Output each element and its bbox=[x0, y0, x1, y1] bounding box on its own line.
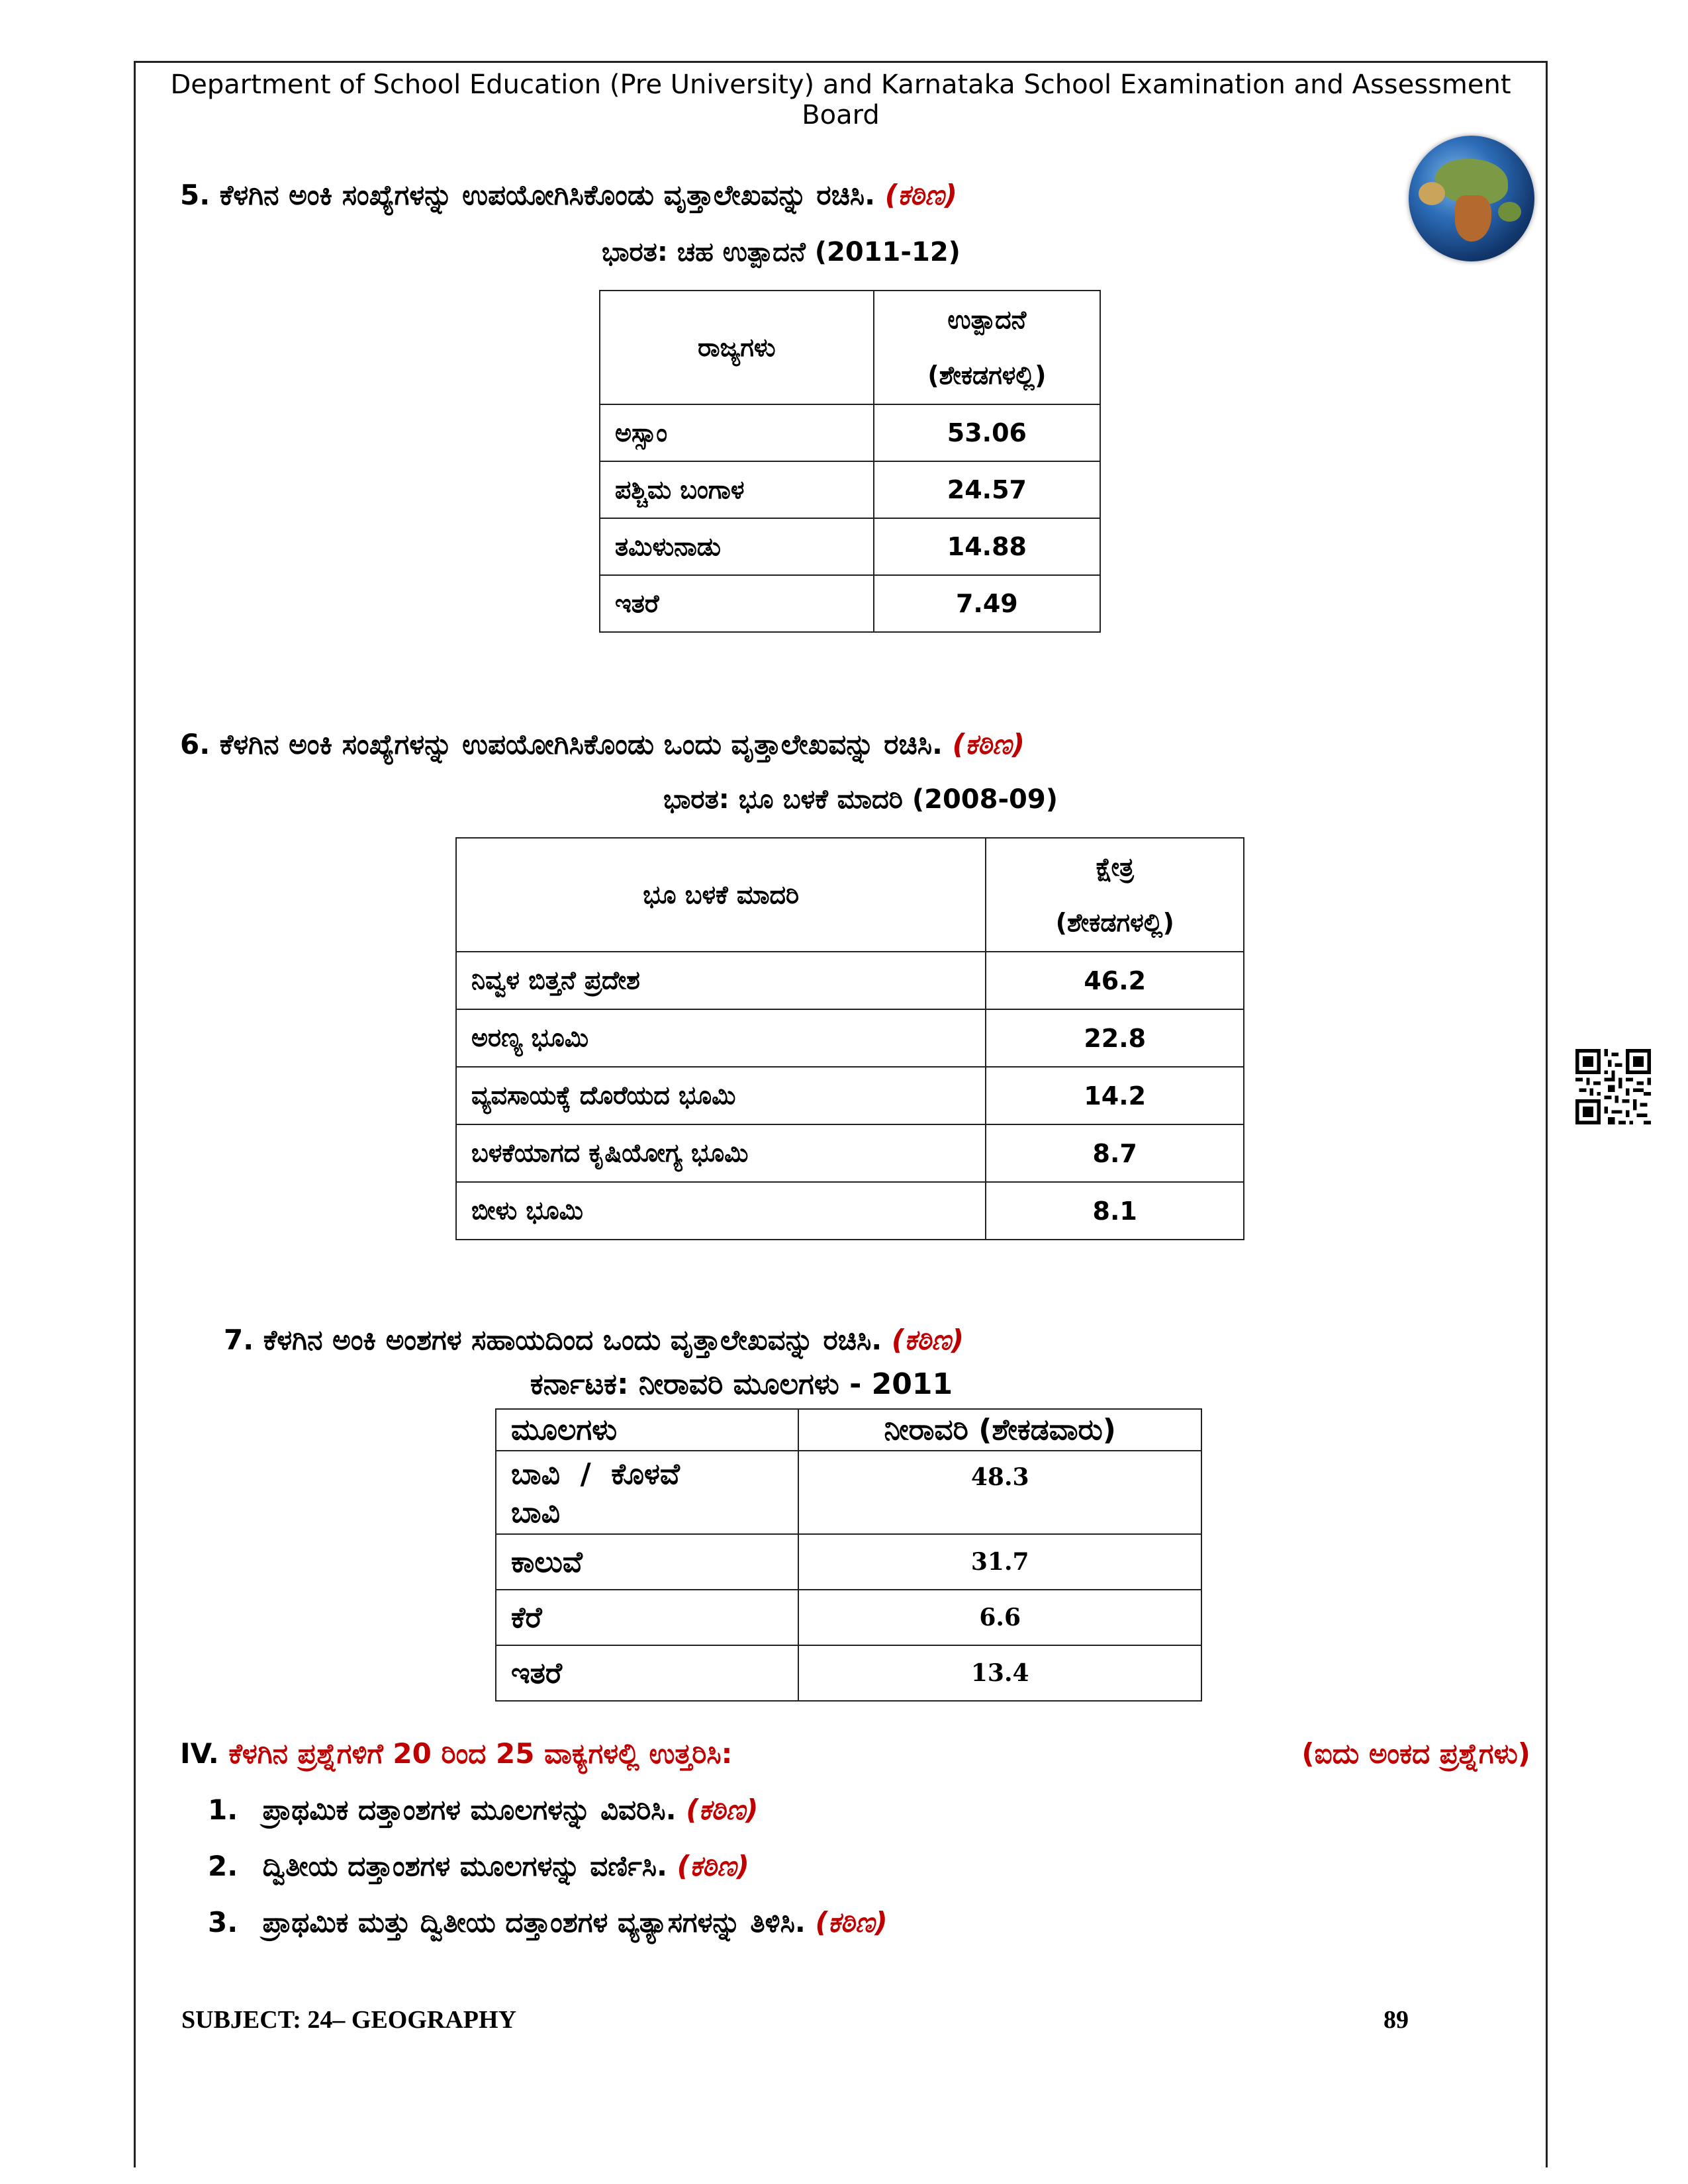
table-row: ಬಳಕೆಯಾಗದ ಕೃಷಿಯೋಗ್ಯ ಭೂಮಿ 8.7 bbox=[456, 1124, 1244, 1182]
difficulty-tag: (ಕಠಿಣ) bbox=[815, 1906, 888, 1938]
question-6 bbox=[180, 728, 1025, 761]
table-row: ಕೆರೆ 6.6 bbox=[496, 1590, 1201, 1645]
list-item: 1. ಪ್ರಾಥಮಿಕ ದತ್ತಾಂಶಗಳ ಮೂಲಗಳನ್ನು ವಿವರಿಸಿ. (ಕಠಿಣ) bbox=[208, 1794, 759, 1826]
table-row: ಕಾಲುವೆ 31.7 bbox=[496, 1534, 1201, 1590]
difficulty-tag: (ಕಠಿಣ) bbox=[884, 179, 957, 211]
table-row: ಬಾವಿ / ಕೊಳವೆ ಬಾವಿ 48.3 bbox=[496, 1451, 1201, 1534]
table-row: ನಿವ್ವಳ ಬಿತ್ತನೆ ಪ್ರದೇಶ 46.2 bbox=[456, 952, 1244, 1009]
column-header: ನೀರಾವರಿ (ಶೇಕಡವಾರು) bbox=[798, 1409, 1201, 1451]
list-item: 3. ಪ್ರಾಥಮಿಕ ಮತ್ತು ದ್ವಿತೀಯ ದತ್ತಾಂಶಗಳ ವ್ಯತ್ಯಾಸಗಳನ್ನು ತಿಳಿಸಿ. (ಕಠಿಣ) bbox=[208, 1906, 888, 1938]
list-item: 2. ದ್ವಿತೀಯ ದತ್ತಾಂಶಗಳ ಮೂಲಗಳನ್ನು ವರ್ಣಿಸಿ. (ಕಠಿಣ) bbox=[208, 1850, 749, 1882]
column-header: ರಾಜ್ಯಗಳು bbox=[600, 291, 874, 404]
table-header-row bbox=[456, 838, 1244, 952]
difficulty-tag: (ಕಠಿಣ) bbox=[891, 1324, 964, 1356]
difficulty-tag: (ಕಠಿಣ) bbox=[686, 1794, 759, 1826]
page-number: 89 bbox=[1383, 2006, 1409, 2034]
table-row: ಪಶ್ಚಿಮ ಬಂಗಾಳ 24.57 bbox=[600, 461, 1100, 518]
question-5-subtitle: ಭಾರತ: ಚಹ ಉತ್ಪಾದನೆ (2011-12) bbox=[602, 237, 961, 267]
difficulty-tag: (ಕಠಿಣ) bbox=[952, 728, 1025, 760]
question-7 bbox=[224, 1324, 964, 1357]
table-header-row bbox=[496, 1409, 1201, 1451]
table-header-row bbox=[600, 291, 1100, 404]
question-7-subtitle: ಕರ್ನಾಟಕ: ನೀರಾವರಿ ಮೂಲಗಳು - 2011 bbox=[530, 1367, 953, 1401]
tea-production-table bbox=[599, 290, 1101, 633]
section-instruction: ಕೆಳಗಿನ ಪ್ರಶ್ನೆಗಳಿಗೆ 20 ರಿಂದ 25 ವಾಕ್ಯಗಳಲ್ಲಿ ಉತ್ತರಿಸಿ: bbox=[228, 1737, 733, 1770]
page-header: Department of School Education (Pre University) and Karnataka School Examination and Assessment Board bbox=[170, 69, 1511, 130]
globe-icon bbox=[1409, 136, 1534, 261]
section-marks: (ಐದು ಅಂಕದ ಪ್ರಶ್ನೆಗಳು) bbox=[1301, 1737, 1530, 1770]
question-7-text: 7. ಕೆಳಗಿನ ಅಂಕಿ ಅಂಶಗಳ ಸಹಾಯದಿಂದ ಒಂದು ವೃತ್ತಾಲೇಖವನ್ನು ರಚಿಸಿ. bbox=[224, 1324, 882, 1356]
section-iv-heading bbox=[180, 1737, 732, 1770]
land-use-table bbox=[455, 837, 1244, 1240]
table-row: ಇತರೆ 13.4 bbox=[496, 1645, 1201, 1701]
question-6-text: 6. ಕೆಳಗಿನ ಅಂಕಿ ಸಂಖ್ಯೆಗಳನ್ನು ಉಪಯೋಗಿಸಿಕೊಂಡು ಒಂದು ವೃತ್ತಾಲೇಖವನ್ನು ರಚಿಸಿ. bbox=[180, 728, 943, 760]
column-header: ಭೂ ಬಳಕೆ ಮಾದರಿ bbox=[456, 838, 986, 952]
table-row: ಅರಣ್ಯ ಭೂಮಿ 22.8 bbox=[456, 1009, 1244, 1067]
table-row: ವ್ಯವಸಾಯಕ್ಕೆ ದೊರೆಯದ ಭೂಮಿ 14.2 bbox=[456, 1067, 1244, 1124]
question-5 bbox=[180, 179, 957, 212]
section-number: IV. bbox=[180, 1737, 219, 1770]
table-row: ಬೀಳು ಭೂಮಿ 8.1 bbox=[456, 1182, 1244, 1240]
question-5-text: 5. ಕೆಳಗಿನ ಅಂಕಿ ಸಂಖ್ಯೆಗಳನ್ನು ಉಪಯೋಗಿಸಿಕೊಂಡು ವೃತ್ತಾಲೇಖವನ್ನು ರಚಿಸಿ. bbox=[180, 179, 876, 211]
column-header: ಉತ್ಪಾದನೆ (ಶೇಕಡಗಳಲ್ಲಿ) bbox=[874, 291, 1100, 404]
table-row: ಇತರೆ 7.49 bbox=[600, 575, 1100, 632]
qr-code-icon bbox=[1575, 1049, 1651, 1124]
footer-subject: SUBJECT: 24– GEOGRAPHY bbox=[181, 2006, 517, 2034]
column-header: ಕ್ಷೇತ್ರ (ಶೇಕಡಗಳಲ್ಲಿ) bbox=[986, 838, 1244, 952]
difficulty-tag: (ಕಠಿಣ) bbox=[677, 1850, 749, 1882]
question-6-subtitle: ಭಾರತ: ಭೂ ಬಳಕೆ ಮಾದರಿ (2008-09) bbox=[663, 784, 1058, 815]
column-header: ಮೂಲಗಳು bbox=[496, 1409, 798, 1451]
table-row: ಅಸ್ಸಾಂ 53.06 bbox=[600, 404, 1100, 461]
irrigation-table bbox=[495, 1408, 1202, 1702]
table-row: ತಮಿಳುನಾಡು 14.88 bbox=[600, 518, 1100, 575]
